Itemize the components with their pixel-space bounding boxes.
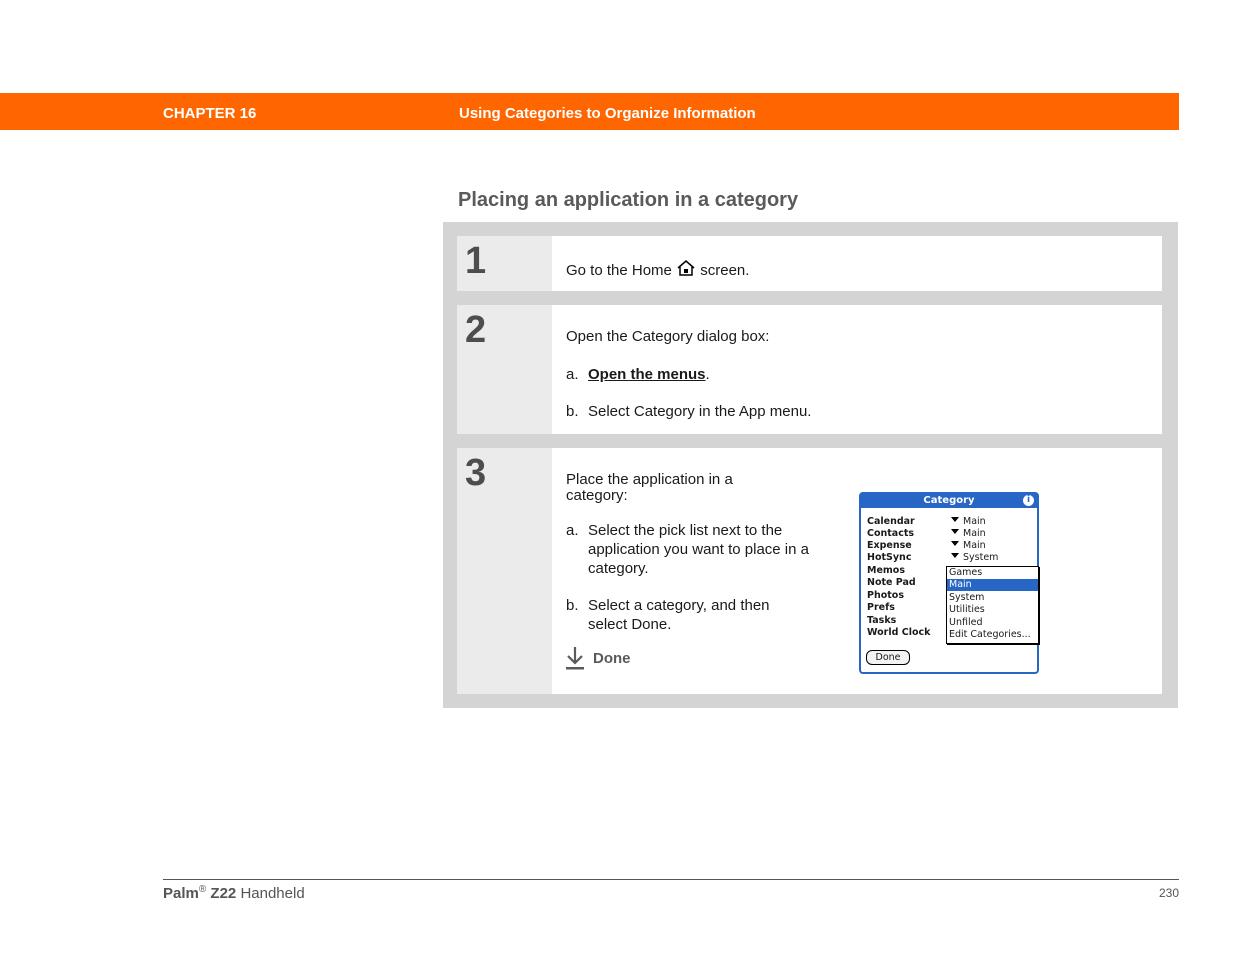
step-number-box: [457, 236, 552, 291]
step-number: 3: [465, 452, 487, 494]
step-1: [457, 236, 1162, 291]
step-number: 1: [465, 240, 487, 282]
step-3-sub-b: b. Select a category, and then select Done.: [566, 597, 770, 633]
list-item[interactable]: Edit Categories...: [949, 629, 1031, 640]
app-name: World Clock: [867, 627, 931, 638]
chapter-title: Using Categories to Organize Information: [459, 105, 756, 122]
step-body: [566, 448, 1162, 694]
step-2: [457, 305, 1162, 434]
footer-product: Palm® Z22 Handheld: [163, 884, 305, 902]
open-menus-link[interactable]: Open the menus: [588, 366, 706, 383]
app-name: Calendar: [867, 516, 915, 527]
app-name: Memos: [867, 565, 905, 576]
app-name: Note Pad: [867, 577, 916, 588]
list-item[interactable]: Games: [949, 567, 983, 578]
triangle-down-icon: [951, 517, 959, 522]
done-label: Done: [593, 650, 631, 667]
triangle-down-icon: [951, 541, 959, 546]
home-icon: [676, 259, 696, 277]
list-item[interactable]: Unfiled: [949, 617, 983, 628]
app-name: Tasks: [867, 615, 897, 626]
app-name: Contacts: [867, 528, 915, 539]
done-button[interactable]: Done: [866, 650, 910, 665]
footer-rule: [163, 879, 1179, 880]
category-pick-list: [946, 566, 1039, 644]
step-3-sub-a: a. Select the pick list next to the application you want to place in a category.: [566, 522, 809, 577]
step-number-box: [457, 305, 552, 434]
steps-box: [443, 222, 1178, 708]
app-name: Expense: [867, 540, 912, 551]
app-name: Prefs: [867, 602, 895, 613]
step-number-box: [457, 448, 552, 694]
list-item[interactable]: Utilities: [949, 604, 985, 615]
list-item-selected[interactable]: Main: [947, 579, 1039, 591]
category-picker[interactable]: Main: [951, 528, 986, 540]
step-number: 2: [465, 309, 487, 351]
step-2-intro: Open the Category dialog box:: [566, 328, 770, 345]
triangle-down-icon: [951, 553, 959, 558]
info-icon[interactable]: i: [1023, 495, 1034, 506]
dialog-title: Category: [861, 494, 1037, 508]
step-body: [566, 236, 1162, 291]
step-1-text: Go to the Home screen.: [566, 259, 749, 280]
page-number: 230: [1158, 886, 1179, 900]
step-3-intro: Place the application in a category:: [566, 471, 733, 504]
down-arrow-icon: [566, 646, 584, 670]
step-3: [457, 448, 1162, 694]
step-2-sub-b: b. Select Category in the App menu.: [566, 403, 812, 420]
category-dialog-screenshot: [859, 492, 1039, 674]
app-name: Photos: [867, 590, 904, 601]
section-title: Placing an application in a category: [458, 189, 799, 211]
step-body: [566, 305, 1162, 434]
list-item[interactable]: System: [949, 592, 985, 603]
chapter-label: CHAPTER 16: [163, 105, 257, 122]
category-picker[interactable]: System: [951, 552, 998, 564]
category-picker[interactable]: Main: [951, 540, 986, 552]
step-2-sub-a: a. Open the menus.: [566, 366, 710, 383]
triangle-down-icon: [951, 529, 959, 534]
app-name: HotSync: [867, 552, 912, 563]
category-picker[interactable]: Main: [951, 516, 986, 528]
